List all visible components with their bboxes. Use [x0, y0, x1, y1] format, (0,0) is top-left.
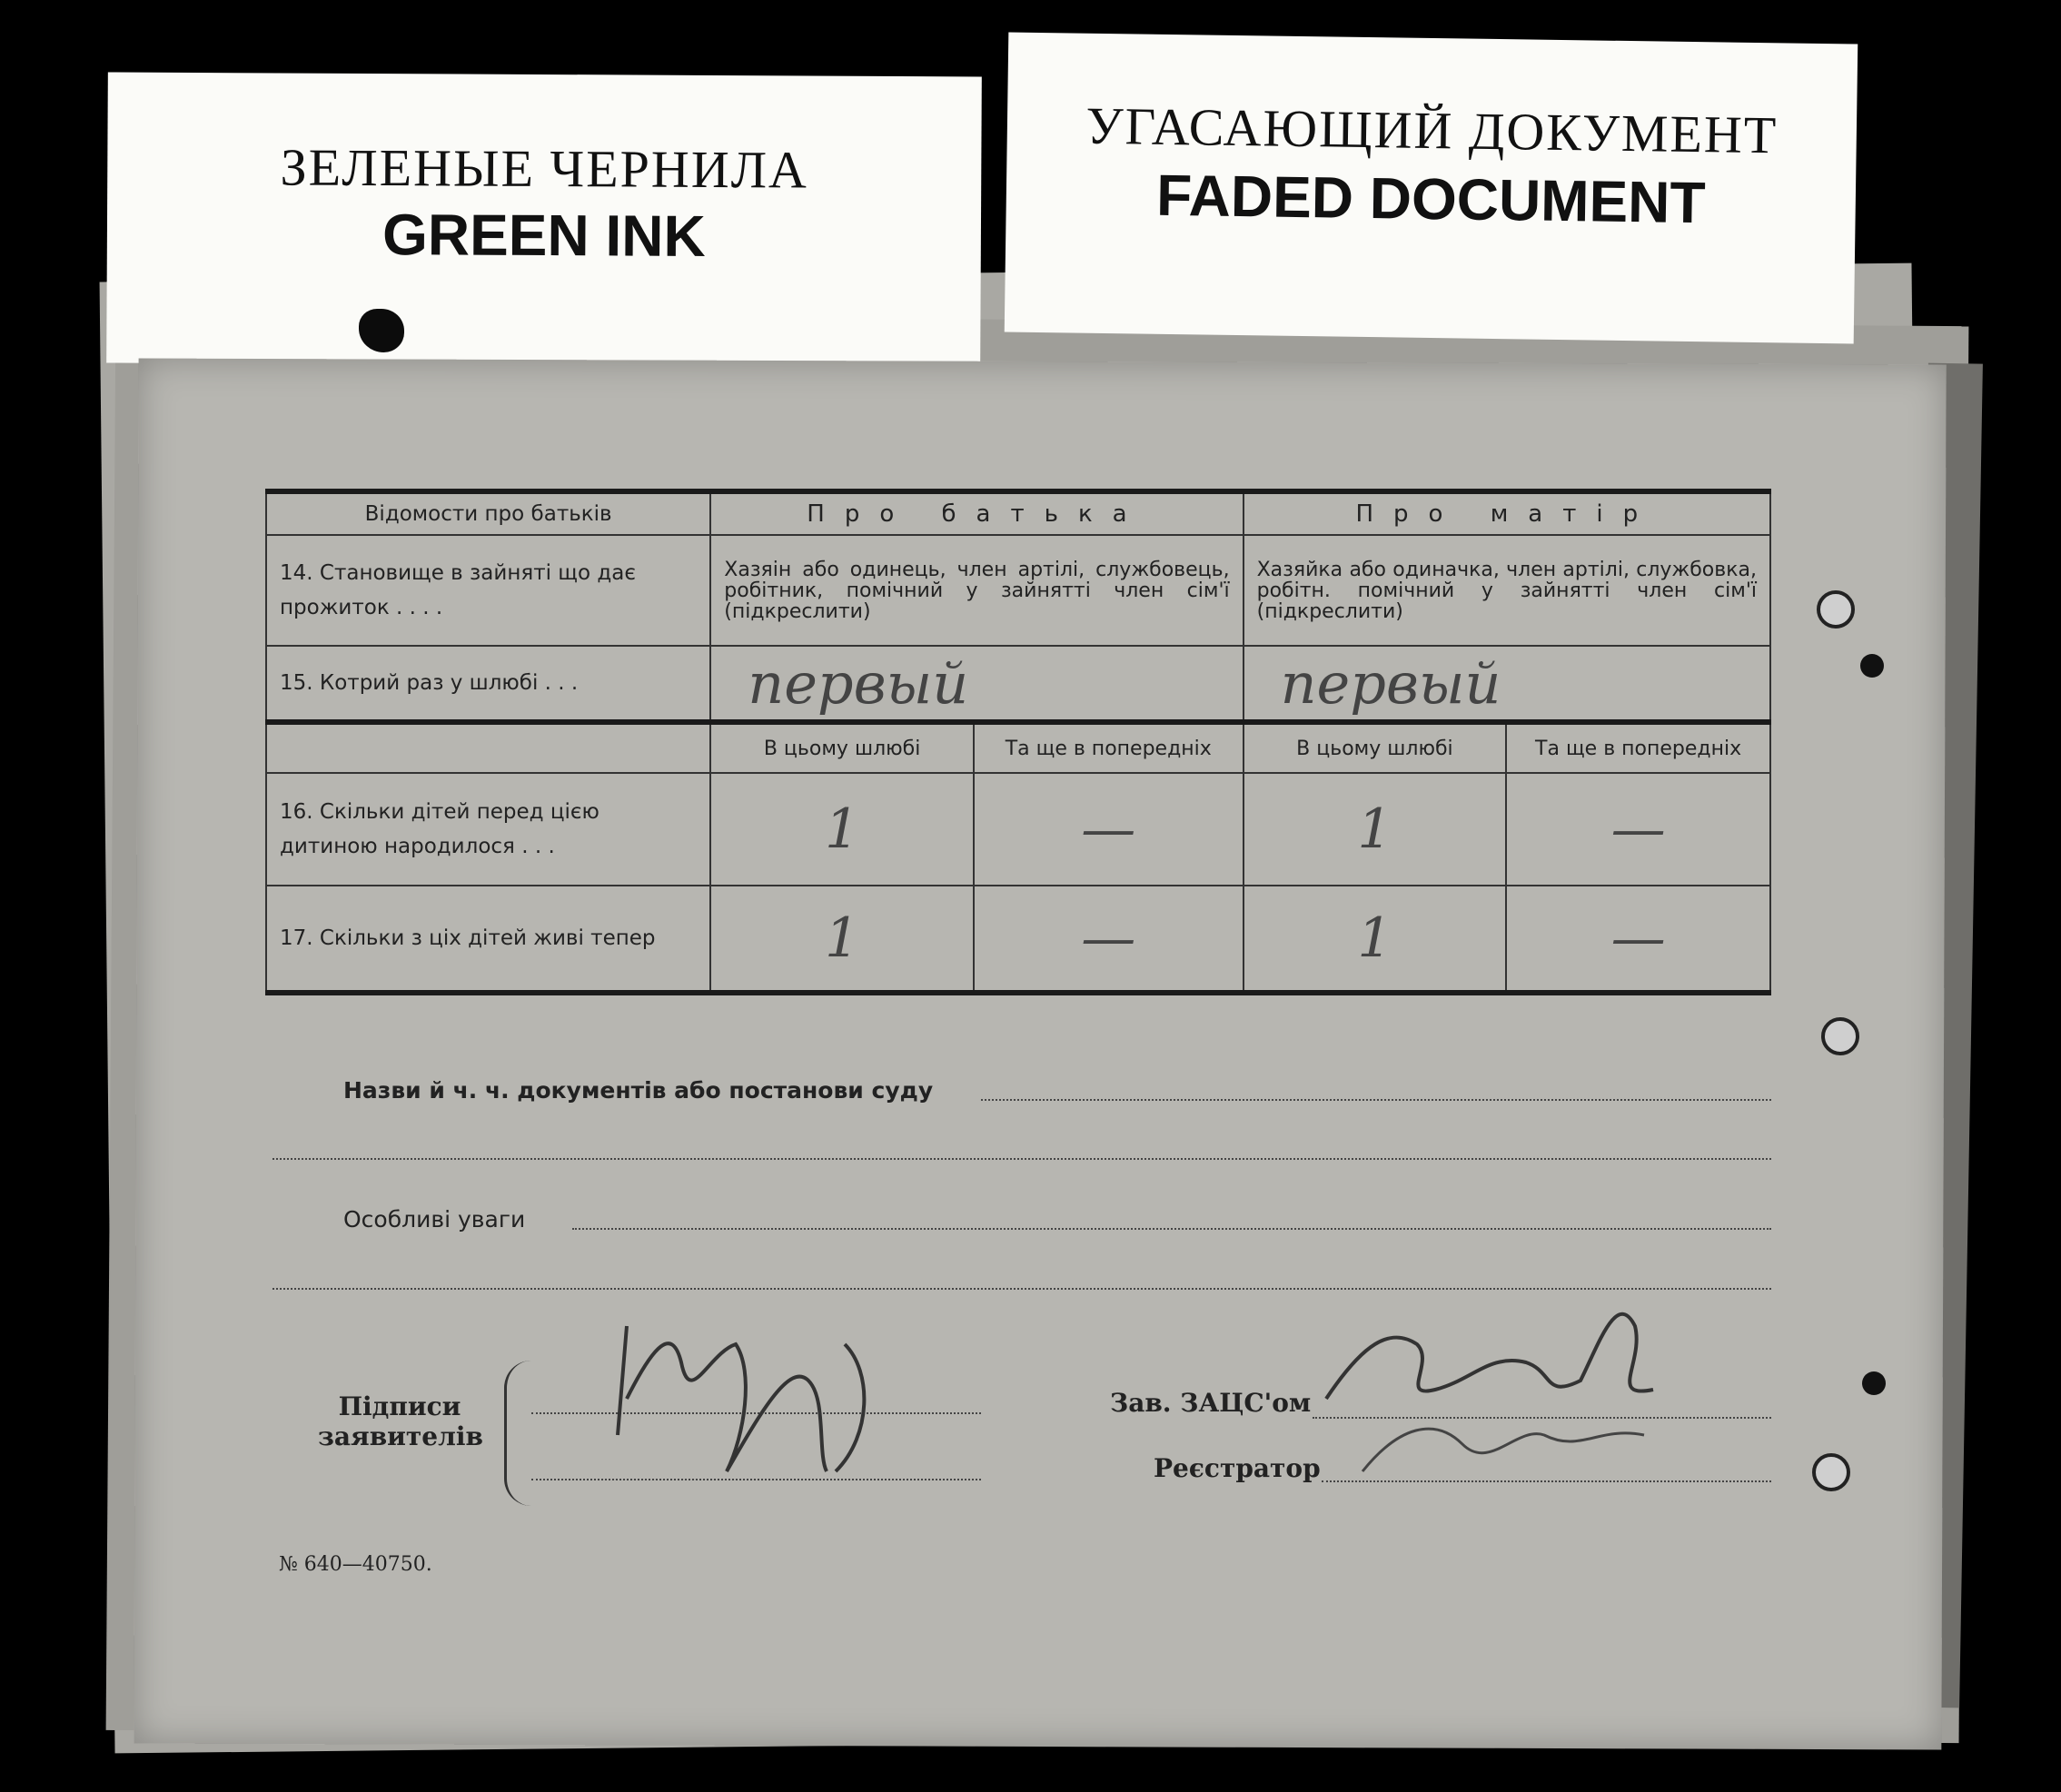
registrar-label: Реєстратор	[1154, 1453, 1321, 1483]
green-ink-ru-label: ЗЕЛЕНЫЕ ЧЕРНИЛА	[280, 137, 809, 200]
row17-mother-this: 1	[1357, 906, 1392, 970]
binding-hole	[1812, 1453, 1850, 1491]
row16-mother-prev: —	[1610, 797, 1666, 861]
sub-header-father-this: В цьому шлюбі	[710, 722, 974, 773]
col-header-info: Відомости про батьків	[266, 491, 710, 535]
brace	[504, 1361, 534, 1506]
sub-header-empty	[266, 722, 710, 773]
row17-father-this: 1	[825, 906, 860, 970]
applicants-signatures-label: Підписи заявителів	[318, 1391, 483, 1451]
green-ink-tab	[106, 72, 982, 367]
green-ink-en-label: GREEN INK	[381, 202, 706, 269]
faded-doc-en-label: FADED DOCUMENT	[1155, 162, 1707, 236]
sub-header-mother-this: В цьому шлюбі	[1244, 722, 1507, 773]
binding-hole	[1860, 654, 1884, 678]
row15-father-value: первый	[748, 649, 969, 717]
form-number: № 640—40750.	[279, 1553, 432, 1576]
registry-head-label: Зав. ЗАЦС'ом	[1110, 1388, 1312, 1418]
binding-hole	[1821, 1017, 1859, 1055]
row16-father-this: 1	[825, 797, 860, 861]
row15-label: 15. Котрий раз у шлюбі . . .	[266, 646, 710, 722]
notes-label: Особливі уваги	[343, 1206, 526, 1233]
row16-father-prev: —	[1081, 797, 1136, 861]
documents-line-2	[272, 1158, 1771, 1160]
col-header-mother: Про матір	[1244, 491, 1770, 535]
faded-doc-ru-label: УГАСАЮЩИЙ ДОКУМЕНТ	[1085, 95, 1779, 165]
row16-label: 16. Скільки дітей перед цією дитиною народилося . . .	[266, 773, 710, 886]
documents-label: Назви й ч. ч. документів або постанови суду	[343, 1077, 934, 1104]
applicant-signature	[599, 1290, 908, 1544]
row14-mother-options: Хазяйка або одиначка, член артілі, службовка, робітн. помічний у зайнятті член сім'ї (підкреслити)	[1244, 535, 1770, 646]
sub-header-mother-prev: Та ще в попередніх	[1506, 722, 1770, 773]
binding-hole	[1817, 590, 1855, 629]
row17-father-prev: —	[1081, 906, 1136, 970]
row17-label: 17. Скільки з ціх дітей живі тепер	[266, 886, 710, 993]
col-header-father: Про батька	[710, 491, 1243, 535]
parents-info-table	[265, 489, 1771, 995]
sub-header-father-prev: Та ще в попередніх	[974, 722, 1244, 773]
head-signature	[1308, 1272, 1689, 1508]
row16-mother-this: 1	[1357, 797, 1392, 861]
row14-father-options: Хазяін або одинець, член артілі, службовець, робітник, помічний у зайнятті член сім'ї (підкреслити)	[710, 535, 1243, 646]
documents-line	[981, 1099, 1771, 1101]
row15-mother-value: первый	[1280, 649, 1501, 717]
binding-hole	[1862, 1371, 1886, 1395]
row14-label: 14. Становище в зайняті що дає прожиток . . . .	[266, 535, 710, 646]
faded-document-tab	[1005, 32, 1858, 343]
row17-mother-prev: —	[1610, 906, 1666, 970]
notes-line	[572, 1228, 1771, 1230]
